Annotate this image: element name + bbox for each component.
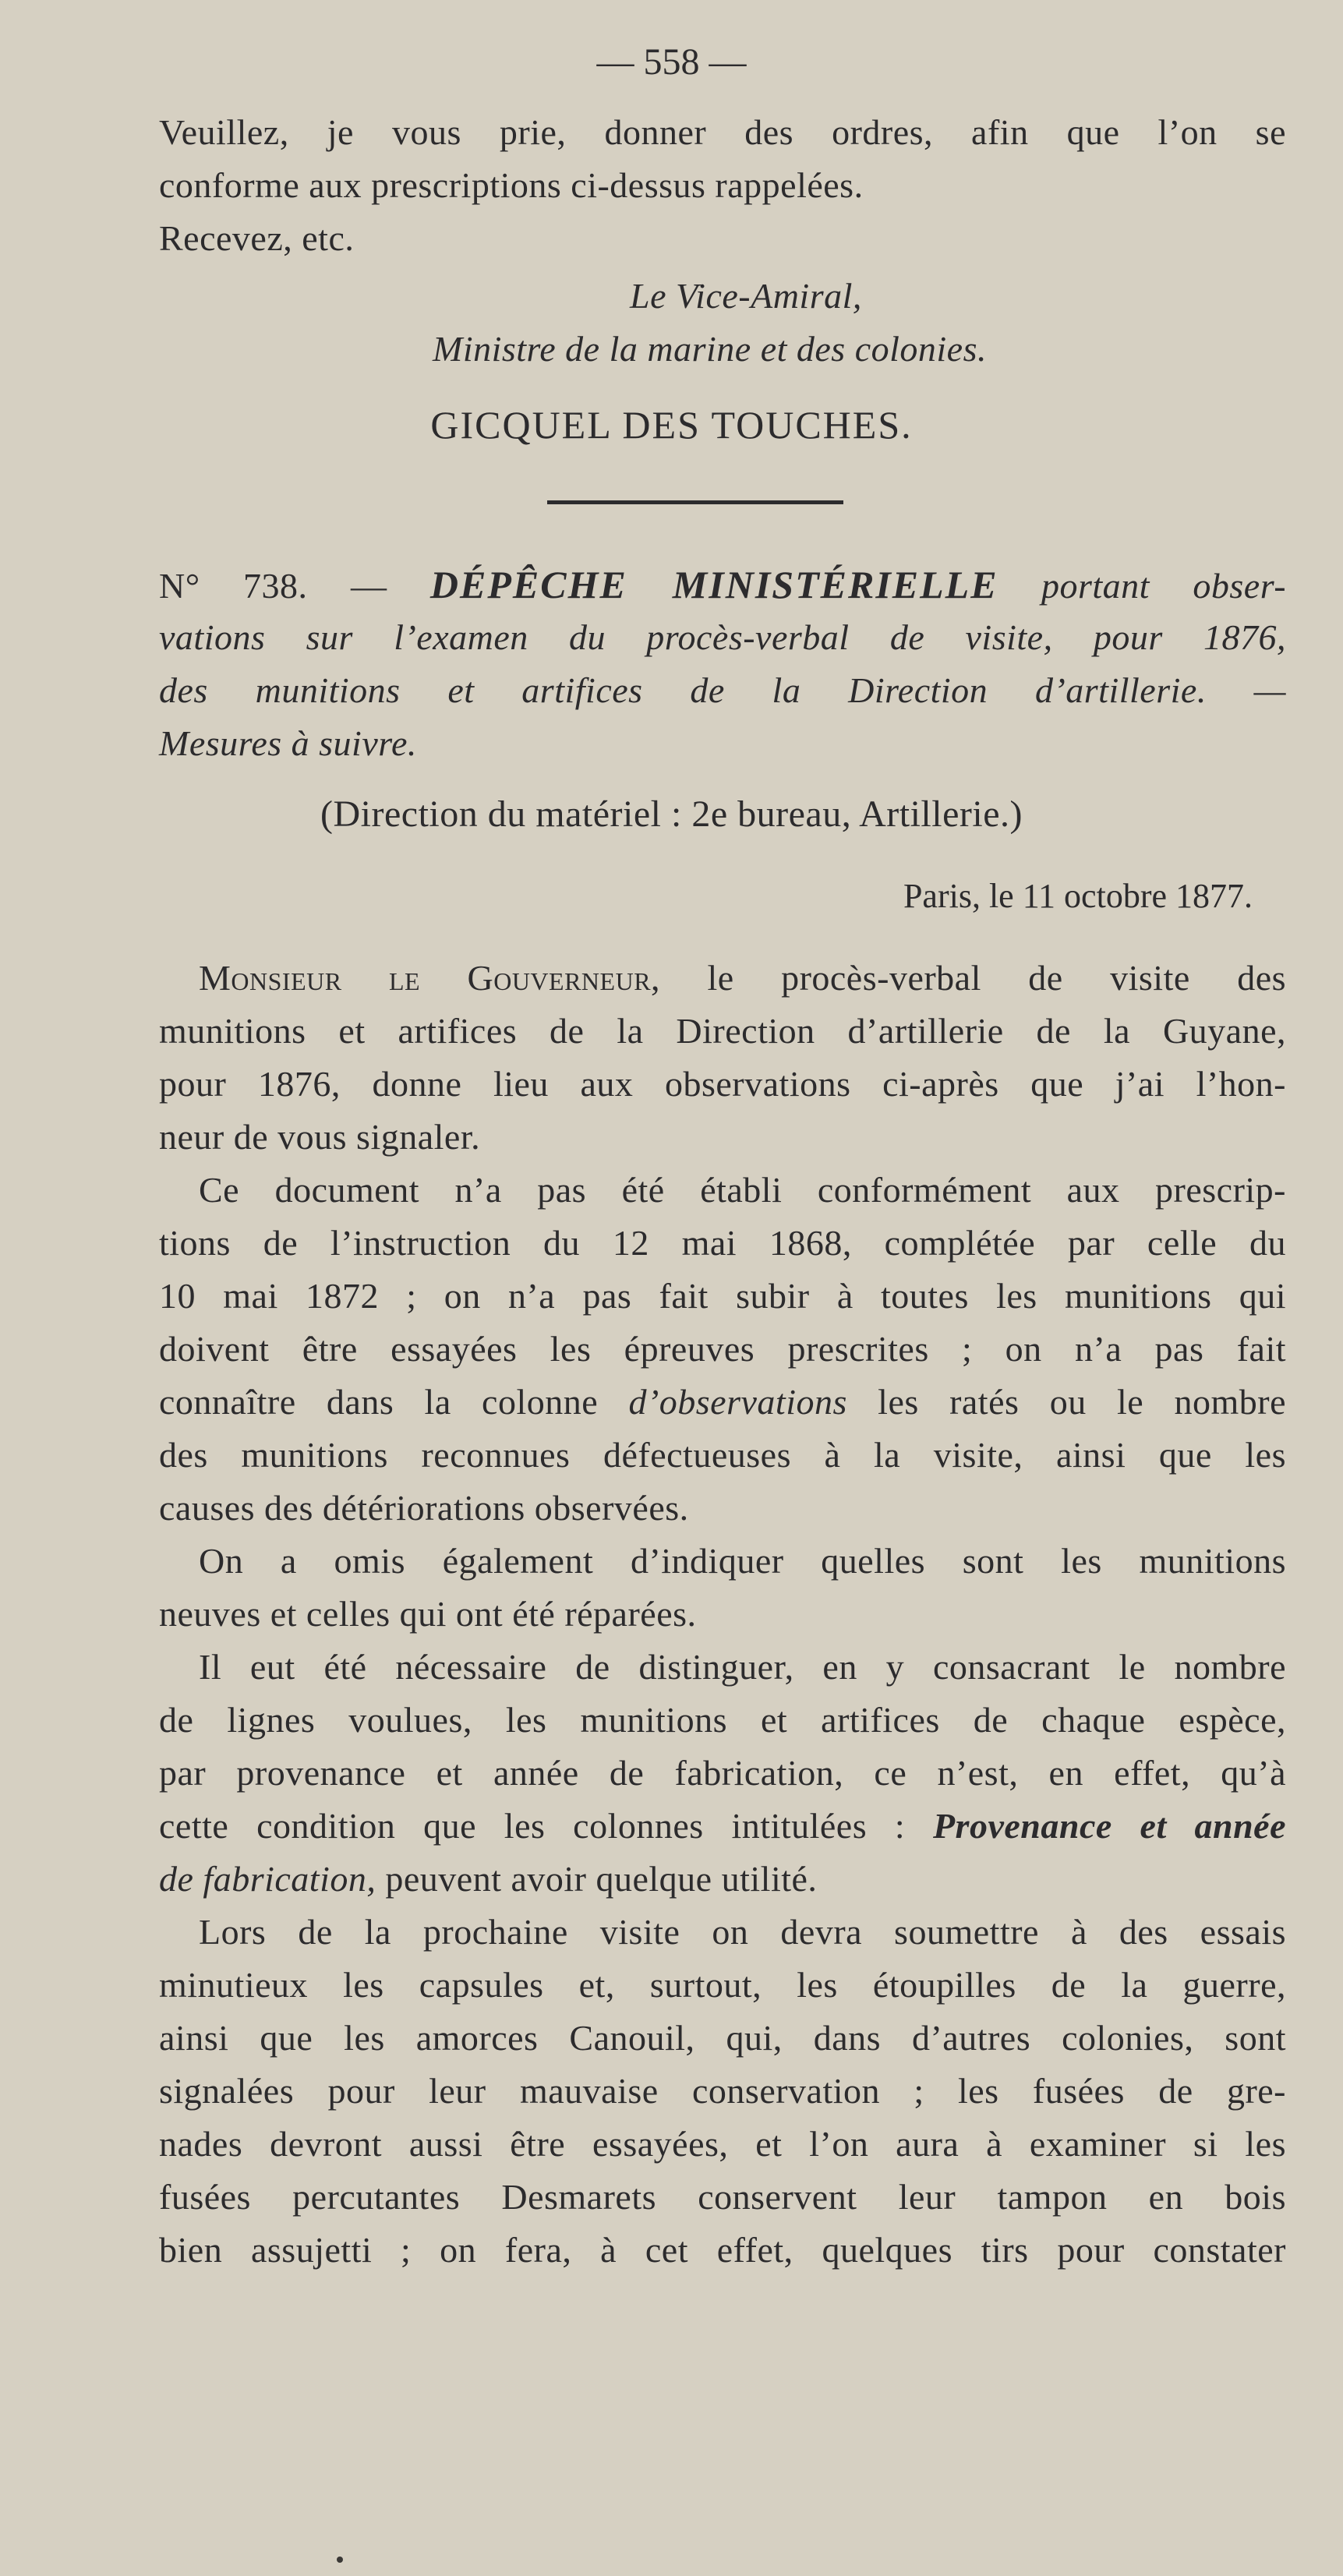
body-p4-line-2: de lignes voulues, les munitions et artifices de chaque espèce, xyxy=(159,1700,1286,1740)
heading-number: N° 738. — xyxy=(159,566,387,606)
heading-line-1 xyxy=(159,561,1286,608)
heading-line-3: des munitions et artifices de la Direction d’artillerie. — xyxy=(159,670,1286,710)
salutation: Monsieur le Gouverneur, xyxy=(199,958,661,998)
body-p2-line-7: causes des détériorations observées. xyxy=(159,1488,689,1528)
body-p1-line-1-rest: le procès-verbal de visite des xyxy=(707,958,1286,998)
body-p4-line-5-italic: de fabrication, xyxy=(159,1859,376,1899)
body-p2-line-5 xyxy=(159,1379,1286,1426)
body-p1-line-4: neur de vous signaler. xyxy=(159,1117,481,1157)
body-p2-line-5-a: connaître dans la colonne xyxy=(159,1382,599,1422)
body-p4-line-4-italic: Provenance et année xyxy=(932,1806,1286,1846)
signature: GICQUEL DES TOUCHES. xyxy=(430,403,913,447)
body-p2-line-2: tions de l’instruction du 12 mai 1868, complétée par celle du xyxy=(159,1223,1286,1263)
section-divider xyxy=(547,500,843,504)
signatory-title-1: Le Vice-Amiral, xyxy=(630,276,862,316)
body-p1-line-1 xyxy=(199,955,1286,1002)
body-p4-line-3: par provenance et année de fabrication, ce n’est, en effet, qu’à xyxy=(159,1753,1286,1793)
body-p1-line-3: pour 1876, donne lieu aux observations ci-après que j’ai l’hon- xyxy=(159,1064,1286,1104)
heading-line-1-rest: portant obser- xyxy=(1041,566,1286,606)
closing-line-1: Veuillez, je vous prie, donner des ordres, afin que l’on se xyxy=(159,112,1286,152)
body-p2-line-4: doivent être essayées les épreuves prescrites ; on n’a pas fait xyxy=(159,1329,1286,1369)
ink-speck xyxy=(337,2557,343,2563)
signatory-title-2: Ministre de la marine et des colonies. xyxy=(433,329,987,369)
body-p2-line-3: 10 mai 1872 ; on n’a pas fait subir à toutes les munitions qui xyxy=(159,1276,1286,1316)
body-p2-line-5-italic: d’observations xyxy=(628,1382,847,1422)
body-p5-line-3: ainsi que les amorces Canouil, qui, dans d’autres colonies, sont xyxy=(159,2018,1286,2058)
closing-line-2: conforme aux prescriptions ci-dessus rappelées. xyxy=(159,165,864,205)
body-p2-line-5-b: les ratés ou le nombre xyxy=(878,1382,1286,1422)
body-p3-line-1: On a omis également d’indiquer quelles sont les munitions xyxy=(199,1541,1286,1581)
body-p2-line-6: des munitions reconnues défectueuses à la visite, ainsi que les xyxy=(159,1435,1286,1475)
direction-line: (Direction du matériel : 2e bureau, Artillerie.) xyxy=(320,793,1023,835)
body-p5-line-6: fusées percutantes Desmarets conservent leur tampon en bois xyxy=(159,2177,1286,2217)
body-p5-line-5: nades devront aussi être essayées, et l’on aura à examiner si les xyxy=(159,2124,1286,2164)
body-p3-line-2: neuves et celles qui ont été réparées. xyxy=(159,1594,697,1634)
closing-recevez: Recevez, etc. xyxy=(159,218,355,258)
body-p4-line-4-a: cette condition que les colonnes intitulées : xyxy=(159,1806,906,1846)
body-p5-line-1: Lors de la prochaine visite on devra soumettre à des essais xyxy=(199,1912,1286,1952)
body-p4-line-4 xyxy=(159,1803,1286,1850)
heading-line-4: Mesures à suivre. xyxy=(159,723,417,763)
body-p2-line-1: Ce document n’a pas été établi conformément aux prescrip- xyxy=(199,1170,1286,1210)
body-p4-line-5-b: peuvent avoir quelque utilité. xyxy=(385,1859,818,1899)
heading-title: DÉPÊCHE MINISTÉRIELLE xyxy=(429,563,998,606)
body-p5-line-2: minutieux les capsules et, surtout, les étoupilles de la guerre, xyxy=(159,1965,1286,2005)
body-p4-line-5 xyxy=(159,1856,817,1903)
body-p5-line-4: signalées pour leur mauvaise conservation ; les fusées de gre- xyxy=(159,2071,1286,2111)
body-p4-line-1: Il eut été nécessaire de distinguer, en y consacrant le nombre xyxy=(199,1647,1286,1687)
page-number: — 558 — xyxy=(596,41,747,83)
body-p1-line-2: munitions et artifices de la Direction d’artillerie de la Guyane, xyxy=(159,1011,1286,1051)
body-p5-line-7: bien assujetti ; on fera, à cet effet, quelques tirs pour constater xyxy=(159,2230,1286,2270)
dateline: Paris, le 11 octobre 1877. xyxy=(903,877,1253,915)
heading-line-2: vations sur l’examen du procès-verbal de visite, pour 1876, xyxy=(159,617,1286,657)
